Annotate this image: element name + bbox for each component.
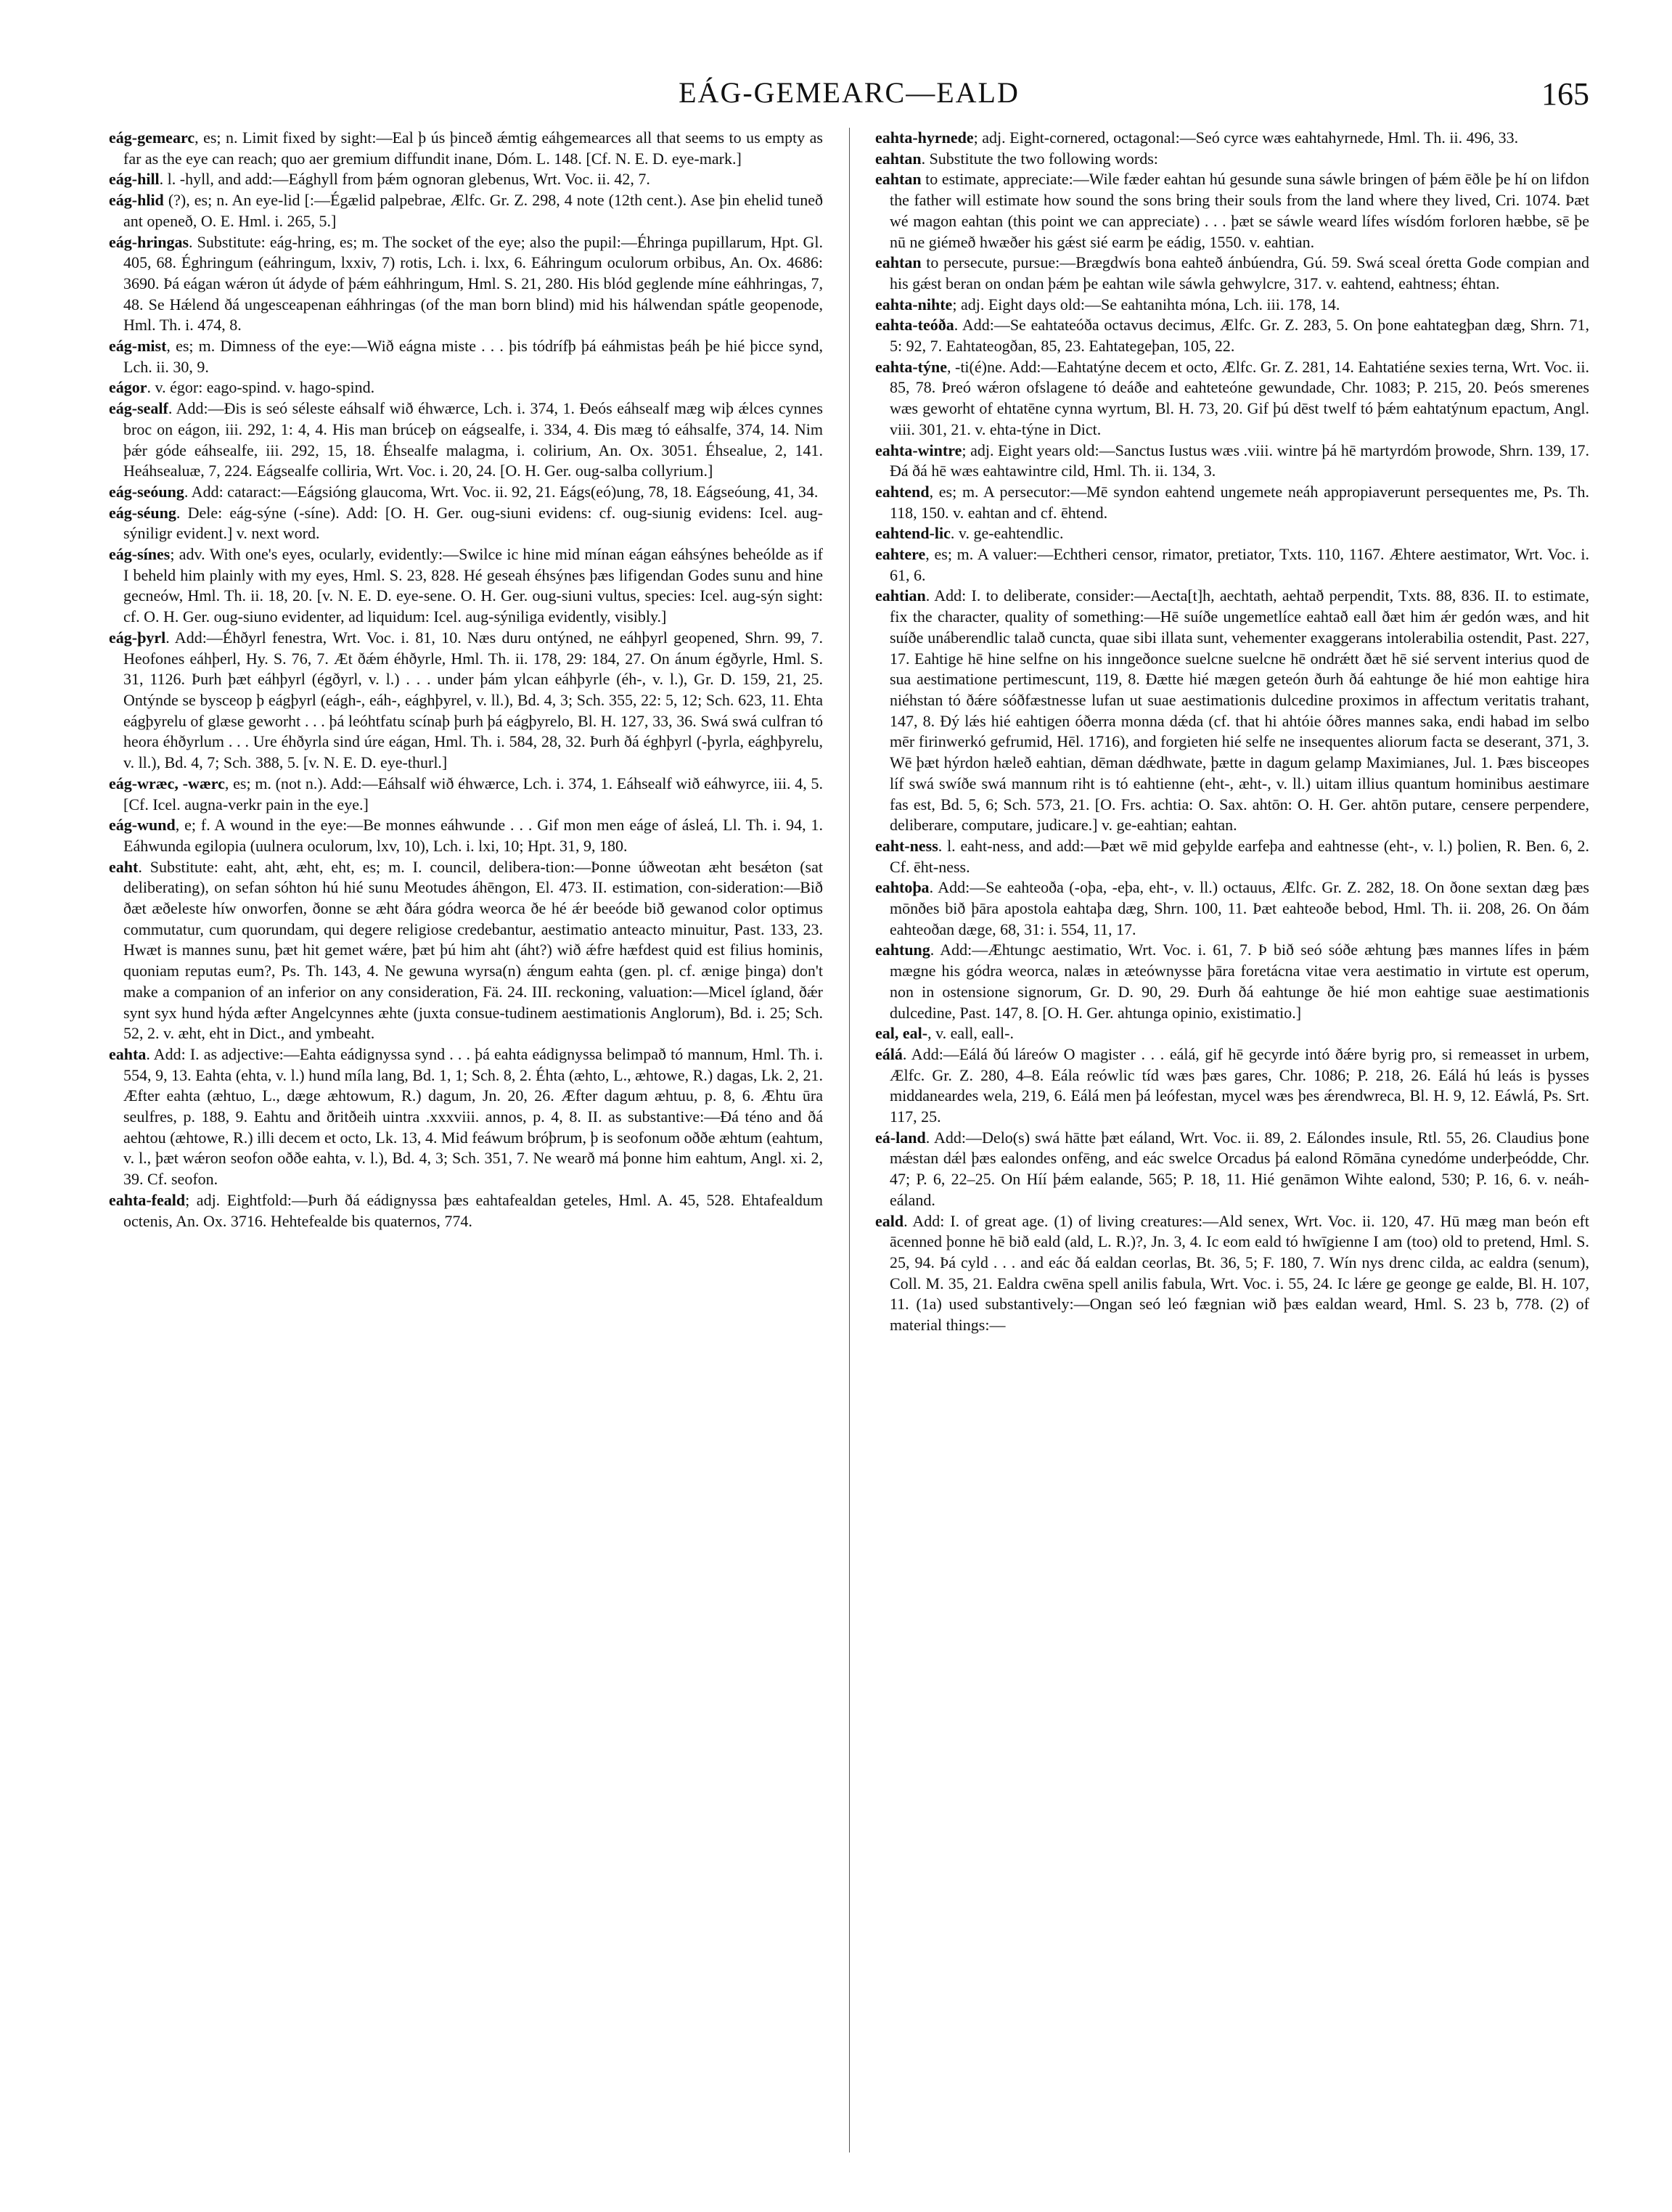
entry-headword: eaht-ness (875, 836, 938, 855)
dictionary-entry (875, 1211, 1589, 1336)
entry-headword: eahta-hyrnede (875, 128, 974, 147)
entry-headword: eágor (109, 378, 147, 397)
dictionary-entry (109, 774, 823, 815)
entry-headword: eá-land (875, 1128, 926, 1147)
entry-text: . Add: I. of great age. (1) of living creatures:—Ald senex, Wrt. Voc. ii. 120, 47. Hū mæg man beón eft ācenned þonne hē bið eald (ald, L. R.)?, Jn. 3, 4. Ic eom eald tó hwīgienne I am (too) old to pretend, Hml. S. 25, 94. Þá cyld . . . and eác ðá ealdan ceorlas, Bt. 36, 5; F. 180, 7. Wín nys drenc cilda, ac ealdra (senum), Coll. M. 35, 21. Ealdra cwēna spell anilis fabula, Wrt. Voc. i. 55, 24. Ic lǽre ge geonge ge ealde, Bl. H. 107, 11. (1a) used substantively:—Ongan seó leó fægnian wið þæs ealdan weard, Hml. S. 23 b, 778. (2) of material things:— (890, 1211, 1589, 1335)
entry-headword: eald (875, 1211, 904, 1230)
entry-headword: eahtung (875, 941, 930, 959)
entry-text: . Add: I. as adjective:—Eahta eádignyssa synd . . . þá eahta eádignyssa belimpað tó mannum, Hml. Th. i. 554, 9, 13. Eahta (ehta, v. l.) hund míla lang, Bd. 1, 1; Sch. 8, 2. Éhta (æhto, L., æhtowe, R.) dagas, Lk. 2, 21. Æfter eahta (æhtuo, L., dæge æhtowum, R.) dagum, Jn. 20, 26. Æfter dagum æhtuu, p. 8, 6. Æhtu ūra seulfres, p. 188, 9. Eahtu and ðritðeih uintra .xxxviii. annos, p. 4, 8. II. as substantive:—Ðá téno and ðá aehtou (æhtowe, R.) illi decem et octo, Lk. 13, 4. Mid feáwum bróþrum, þ is seofonum oððe æhtum (eahtum, v. l., þæt wǽron seofon oððe eahta, v. l.), Bd. 4, 3; Sch. 351, 7. Ne wearð má þonne him eahtum, Angl. xi. 2, 39. Cf. seofon. (123, 1044, 823, 1189)
entry-text: . v. égor: eago-spind. v. hago-spind. (147, 378, 375, 397)
dictionary-entry (875, 315, 1589, 356)
dictionary-entry (875, 441, 1589, 482)
entry-headword: eág-mist (109, 337, 167, 356)
entry-headword: eálá (875, 1044, 903, 1063)
entry-text: , v. eall, eall-. (927, 1024, 1014, 1043)
entry-text: (?), es; n. An eye-lid [:—Égælid palpebrae, Ælfc. Gr. Z. 298, 4 note (12th cent.). Ase þin ehelid tuneð ant openeð, O. E. Hml. i. 265, 5.] (123, 191, 823, 230)
entry-text: , e; f. A wound in the eye:—Be monnes eáhwunde . . . Gif mon men eáge of ásleá, Ll. Th. i. 94, 1. Eáhwunda egilopia (uulnera oculorum, lxv, 10), Lch. i. lxi, 10; Hpt. 31, 9, 180. (123, 816, 823, 855)
entry-text: . Dele: eág-sýne (-síne). Add: [O. H. Ger. oug-siuni evidens: cf. oug-siunig evidens: Icel. aug-sýniligr evident.] v. next word. (123, 503, 823, 543)
dictionary-entry (875, 149, 1589, 170)
entry-headword: eahtere (875, 545, 926, 564)
dictionary-entry (875, 877, 1589, 940)
dictionary-entry (875, 544, 1589, 586)
entry-headword: eág-séung (109, 503, 176, 522)
entry-text: . Add: cataract:—Eágsióng glaucoma, Wrt. Voc. ii. 92, 21. Eágs(eó)ung, 78, 18. Eágseóung, 41, 34. (184, 482, 819, 501)
page-header (109, 75, 1589, 119)
entry-text: . Add:—Se eahteoða (-oþa, -eþa, eht-, v. ll.) octauus, Ælfc. Gr. Z. 282, 18. On ðone sextan dæg þæs mōnðes bið þāra apostola eahtaþa dæg, Shrn. 100, 11. Þæt eahteoðe bebod, Hml. Th. ii. 208, 26. On ðám eahteoðan dæge, 68, 31: i. 554, 11, 17. (890, 878, 1589, 938)
entry-text: ; adj. Eight days old:—Se eahtanihta móna, Lch. iii. 178, 14. (952, 295, 1340, 314)
entry-text: . Substitute the two following words: (921, 149, 1158, 168)
dictionary-entry (109, 232, 823, 337)
entry-text: . Substitute: eaht, aht, æht, eht, es; m. I. council, delibera-tion:—Þonne úðweotan æht besǽton (sat deliberating), on sefan sóhton hú hié sunu Meotudes áhēngon, El. 473. II. estimation, con-sideration:—Bið ðæt æðeleste híw onworfen, ðonne se æht ðára gódra weorca ðe hé ǽr beeóde bið gewanod color optimus commutatur, cum quorundam, qui degere religiose credebantur, aestimatio anteacto minuitur, Past. 133, 23. Hwæt is mannes sunu, þæt hit gemet wǽre, þæt þú him aht (áht?) wið ǽfre hæfdest quid est filius hominis, quoniam reputas eum?, Ps. Th. 143, 4. Ne gewuna wyrsa(n) ǽngum eahta (gen. pl. cf. ænige þinga) don't make a companion of an inferior on any consideration, Fä. 24. III. reckoning, valuation:—Micel ígland, ðǽr synt syx hund hýda æfter Angelcynnes æhte (juxta consue-tudinem aestimationis Anglorum), Bd. i. 25; Sch. 52, 2. v. æht, eht in Dict., and ymbeaht. (123, 857, 823, 1043)
entry-headword: eág-sínes (109, 545, 171, 564)
entry-headword: eahtan (875, 253, 922, 272)
entry-headword: eahtend (875, 482, 930, 501)
dictionary-entry (875, 523, 1589, 544)
entry-text: . Add:—Ðis is seó séleste eáhsalf wið éhwærce, Lch. i. 374, 1. Ðeós eáhsealf mæg wiþ ǽlces cynnes broc on eágon, iii. 292, 1: 4, 4. His man brúceþ on eágsealfe, i. 334, 4. Ðis mæg tó eáhsalfe, 374, 14. Nim þǽr góde eáhsealfe, iii. 292, 15, 18. Éhsealfe malagma, i. colirium, An. Ox. 3051. Éhsealue, 2, 141. Heáhsealuæ, 7, 224. Eágsealfe colliria, Wrt. Voc. i. 20, 24. [O. H. Ger. oug-salba collyrium.] (123, 399, 823, 480)
entry-text: . Add:—Æhtungc aestimatio, Wrt. Voc. i. 61, 7. Þ bið seó sóðe æhtung þæs mannes lífes in þǽm mægne his gódra weorca, nalæs in æteównysse þāra foretácna vitae vera aestimatio in virtute est operum, non in ostensione signorum, Gr. D. 90, 29. Ðurh ðá eahtunge ðe hié mon eahtige suae aestimationis dulcedine, Past. 147, 8. [O. H. Ger. ahtunga opinio, existimatio.] (890, 941, 1589, 1022)
dictionary-entry (875, 1044, 1589, 1128)
entry-headword: eaht (109, 857, 139, 876)
entry-headword: eahtian (875, 586, 926, 605)
entry-text: . Substitute: eág-hring, es; m. The socket of the eye; also the pupil:—Éhringa pupillarum, Hpt. Gl. 405, 68. Éghringum (eáhringum, lxxiv, 7) rotis, Lch. i. lxx, 6. Eáhringum oculorum orbibus, An. Ox. 4686: 3690. Þá eágan wǽron út ádyde of þǽm eáhhringum, Hml. S. 21, 280. His blód geglende míne eáhhringas, 7, 48. Se Hǽlend ðá ungesceapenan eáhhringas (of the man born blind) mid his hálwendan spátle geopenode, Hml. Th. i. 474, 8. (123, 232, 823, 335)
dictionary-entry (109, 190, 823, 232)
entry-headword: eahtan (875, 149, 922, 168)
entry-text: , es; m. A persecutor:—Mē syndon eahtend ungemete neáh appropiaverunt persequentes me, Ps. Th. 118, 150. v. eahtan and cf. ēhtend. (890, 482, 1589, 522)
entry-headword: eahta-wintre (875, 441, 962, 459)
dictionary-entry (875, 1023, 1589, 1044)
entry-headword: eahta-feald (109, 1190, 186, 1209)
entry-text: ; adj. Eightfold:—Þurh ðá eádignyssa þæs eahtafealdan geteles, Hml. A. 45, 528. Ehtafealdum octenis, An. Ox. 3716. Hehtefealde bis quaternos, 774. (123, 1190, 823, 1230)
entry-text: ; adj. Eight-cornered, octagonal:—Seó cyrce wæs eahtahyrnede, Hml. Th. ii. 496, 33. (973, 128, 1519, 147)
entry-headword: eahta-teóða (875, 316, 954, 335)
entry-text: . v. ge-eahtendlic. (950, 524, 1064, 543)
dictionary-entry (109, 1190, 823, 1232)
entry-text: to estimate, appreciate:—Wile fæder eahtan hú gesunde suna sáwle bringen of þǽm ēðle þe hí on lifdon the father will estimate how sound the sons bring their souls from the land where they lived, Cri. 1074. Þæt wé magon eahtan (this point we can appreciate) . . . þæt se sáwle weard lífes wísdóm forloren hæbbe, sē þe nū ne giémeð hwæðer his gǽst sié earm þe eádig, 1550. v. eahtian. (890, 170, 1589, 251)
entry-headword: eahtan (875, 170, 922, 189)
dictionary-entry (875, 295, 1589, 316)
entry-headword: eág-gemearc (109, 128, 195, 147)
left-column (109, 128, 823, 2182)
entry-headword: eal, eal- (875, 1024, 928, 1043)
column-divider (849, 128, 850, 2152)
dictionary-entry (109, 1044, 823, 1190)
right-column (875, 128, 1589, 2182)
entry-headword: eahta-nihte (875, 295, 953, 314)
entry-text: , es; m. (not n.). Add:—Eáhsalf wið éhwærce, Lch. i. 374, 1. Eáhsealf wið eáhwyrce, iii. 4, 5. [Cf. Icel. augna-verkr pain in the eye.] (123, 774, 823, 814)
entry-text: . Add: I. to deliberate, consider:—Aecta[t]h, aechtath, aehtað perpendit, Txts. 88, 836. II. to estimate, fix the character, quality of something:—Hē suíðe ungemetlíce eahtað eall ðæt him ǽr gedón wæs, and hit suíðe unáberendlic talað cuncta, quae sibi illata sunt, vehementer exaggerans intolerabilia ostendit, Past. 227, 17. Eahtige hē hine selfne on his inngeðonce suelcne suelcne hē ondrǽtt ðæt hē sié servent interius quod de sua aestimatione pertimescunt, 119, 8. Ðætte hié mægen geteón ðurh ðá eahtunge ðe hié mon eahtige hira niéhstan tó ðǽre sóðfæstnesse lufan ut suae aestimationis dulcedine proximos in affectum veritatis trahant, 147, 8. Ðý lǽs hié eahtigen óðerra monna dǽda (cf. that hi ahtóie óðres mannes saka, endi habad im selbo mēr firinwerkó gefrumid, Hēl. 1716), and forgieten hié selfe ne insequentes aliorum facta se deserant, 371, 3. Wē þæt hýrdon hæleð eahtian, dēman dǽdhwate, þætte in dagum gelamp Maximianes, Jul. 1. Þæs bisceopes líf swá swíðe swá mannum riht is tó eahtienne (eht-, æht-, v. ll.) uitam illius quantum hominibus aestimare fas est, Bd. 5, 6; Sch. 573, 21. [O. Frs. achtia: O. Sax. ahtōn: O. H. Ger. ahtōn putare, censere perpendere, deliberare, computare, judicare.] v. ge-eahtian; eahtan. (890, 586, 1589, 835)
entry-text: ; adv. With one's eyes, ocularly, evidently:—Swilce ic hine mid mínan eágan eáhsýnes beheólde as if I beheld him plainly with my eyes, Hml. S. 23, 828. Hé geseah éhsýnes þæs lifigendan Godes sunu and hine gecneów, Hml. Th. ii. 18, 20. [v. N. E. D. eye-sene. O. H. Ger. oug-siuni vultus, species: Icel. aug-sýn sight: cf. O. H. Ger. oug-siuno evidenter, ad liquidum: Icel. aug-sýniliga evidently, visibly.] (123, 545, 823, 626)
dictionary-entry (109, 169, 823, 190)
entry-headword: eág-wræc, -wærc (109, 774, 225, 792)
entry-headword: eahta-týne (875, 357, 947, 376)
dictionary-entry (875, 836, 1589, 877)
dictionary-entry (109, 482, 823, 503)
entry-text: , es; n. Limit fixed by sight:—Eal þ ús þinceð ǽmtig eáhgemearces all that seems to us empty as far as the eye can reach; quo aer gremium diffundit inane, Dóm. L. 148. [Cf. N. E. D. eye-mark.] (123, 128, 823, 168)
entry-text: . Add:—Eálá ðú láreów O magister . . . eálá, gif hē gecyrde intó ðǽre byrig pro, si remeasset in urbem, Ælfc. Gr. Z. 280, 4–8. Eála reówlic tíd wæs þæs gares, Chr. 1086; P. 218, 26. Eálá hú leás is þysses middaneardes wela, 219, 6. Eálá men þá leófestan, mycel wæs þes ǽrendwreca, Bl. H. 9, 12. Eáwlá, Ps. Srt. 117, 25. (890, 1044, 1589, 1126)
entry-text: to persecute, pursue:—Brægdwís bona eahteð ánbúendra, Gú. 59. Swá sceal óretta Gode compian and his gǽst beran on ondan þǽm þe eahtan wile sáwla gehwylcre, 317. v. eahtend, eahtness; éhtan. (890, 253, 1589, 292)
dictionary-entry (875, 128, 1589, 149)
dictionary-entry (109, 128, 823, 169)
dictionary-entry (875, 253, 1589, 294)
entry-text: . Add:—Se eahtateóða octavus decimus, Ælfc. Gr. Z. 283, 5. On þone eahtategþan dæg, Shrn. 71, 5: 92, 7. Eahtateogðan, 85, 23. Eahtategeþan, 105, 22. (890, 316, 1589, 356)
entry-headword: eág-sealf (109, 399, 168, 418)
entry-headword: eág-þyrl (109, 628, 166, 647)
dictionary-entry (875, 940, 1589, 1023)
entry-text: . l. -hyll, and add:—Eághyll from þǽm ognoran glebenus, Wrt. Voc. ii. 42, 7. (159, 170, 650, 189)
entry-headword: eág-hill (109, 170, 160, 189)
dictionary-entry (109, 815, 823, 856)
dictionary-entry (109, 628, 823, 774)
dictionary-entry (875, 357, 1589, 441)
page-number: 165 (1541, 76, 1589, 112)
dictionary-entry (875, 169, 1589, 253)
entry-text: , es; m. Dimness of the eye:—Wið eágna miste . . . þis tódrífþ þá eáhmistas þeáh þe hié þicce synd, Lch. ii. 30, 9. (123, 337, 823, 376)
dictionary-entry (109, 503, 823, 544)
dictionary-entry (109, 336, 823, 377)
entry-headword: eág-wund (109, 816, 176, 835)
entry-text: . Add:—Éhðyrl fenestra, Wrt. Voc. i. 81, 10. Næs duru ontýned, ne eáhþyrl geopened, Shrn. 99, 7. Heofones eáhþerl, Hy. S. 76, 7. Æt ðǽm éhðyrle, Hml. Th. ii. 178, 29: 184, 27. On ánum égðyrle, Hml. S. 31, 1126. Þurh þæt eáhþyrl (égðyrl, v. l.) . . . under þám ylcan eáhþyrle (éh-, v. l.), Gr. D. 159, 21, 25. Ontýnde se bysceop þ eágþyrl (eágh-, eáh-, eághþyrel, v. ll.), Bd. 4, 3; Sch. 355, 22: 5, 12; Sch. 623, 11. Ehta eágþyrelu of glæse geworht . . . þá leóhtfatu scínaþ þurh þá eágþyrelo, Bl. H. 127, 33, 36. Swá swá culfran tó heora éhðyrlum . . . Ure éhðyrla sind úre eágan, Hml. Th. i. 584, 28, 32. Þurh ðá éghþyrl (-þyrla, eághþyrelu, v. ll.), Bd. 4, 7; Sch. 388, 5. [v. N. E. D. eye-thurl.] (123, 628, 823, 772)
entry-headword: eahtend-lic (875, 524, 951, 543)
dictionary-columns (109, 128, 1589, 2182)
entry-headword: eahta (109, 1044, 147, 1063)
entry-headword: eág-hlid (109, 191, 164, 210)
entry-headword: eág-seóung (109, 482, 184, 501)
dictionary-entry (109, 377, 823, 398)
dictionary-entry (109, 544, 823, 628)
dictionary-entry (109, 398, 823, 482)
dictionary-entry (875, 1128, 1589, 1211)
entry-text: , -ti(é)ne. Add:—Eahtatýne decem et octo, Ælfc. Gr. Z. 281, 14. Eahtatiéne sexies terna, Wrt. Voc. ii. 85, 78. Þreó wǽron ofslagene tó deáðe and eahteteóne gewundade, Chr. 1083; P. 215, 20. Þeós smerenes wæs geworht of ehtatēne cynna wyrtum, Bl. H. 73, 20. Gif þú dēst twelf tó þǽm eahtatýnum epactum, Angl. viii. 301, 21. v. ehta-týne in Dict. (890, 357, 1589, 438)
entry-text: ; adj. Eight years old:—Sanctus Iustus wæs .viii. wintre þá hē martyrdóm þrowode, Shrn. 139, 17. Ðá ðá hē wæs eahtawintre cild, Hml. Th. ii. 134, 3. (890, 441, 1589, 480)
dictionary-entry (109, 857, 823, 1044)
entry-text: , es; m. A valuer:—Echtheri censor, rimator, pretiator, Txts. 110, 1167. Æhtere aestimator, Wrt. Voc. i. 61, 6. (890, 545, 1589, 584)
entry-text: . l. eaht-ness, and add:—Þæt wē mid geþylde earfeþa and eahtnesse (eht-, v. l.) þolien, R. Ben. 6, 2. Cf. ēht-ness. (890, 836, 1589, 876)
dictionary-entry (875, 482, 1589, 523)
running-title: EÁG-GEMEARC—EALD (679, 76, 1020, 109)
dictionary-entry (875, 586, 1589, 835)
entry-text: . Add:—Delo(s) swá hātte þæt eáland, Wrt. Voc. ii. 89, 2. Eálondes insule, Rtl. 55, 26. Claudius þone mǽstan dǽl þæs ealondes onfēng, and eác swelce Orcadus þá ealond Rōmāna cynedóme underþeódde, Chr. 47; P. 6, 22–25. On Híí þǽm ealande, 565; P. 18, 11. Hié genāmon Wihte ealond, 530; P. 16, 6. v. neáh-eáland. (890, 1128, 1589, 1209)
entry-headword: eahtoþa (875, 878, 930, 897)
entry-headword: eág-hringas (109, 232, 189, 251)
